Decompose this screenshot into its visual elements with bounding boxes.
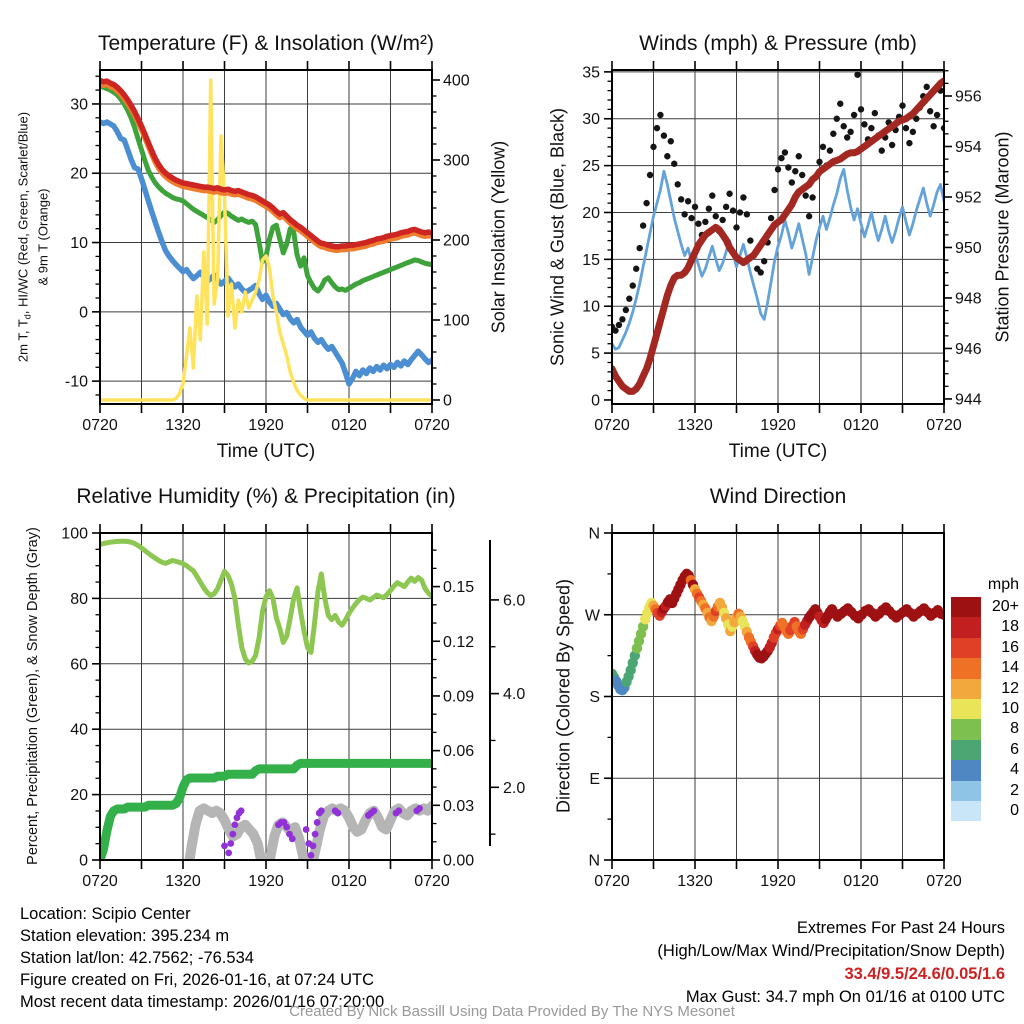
svg-text:0720: 0720 [926,873,962,890]
svg-text:100: 100 [443,312,470,330]
legend-swatch [951,638,981,658]
legend-label: 12 [1001,679,1019,697]
legend-label: 16 [1001,638,1019,656]
svg-text:0120: 0120 [843,873,879,890]
svg-text:952: 952 [955,189,982,207]
svg-text:0.06: 0.06 [443,743,475,761]
svg-text:0.09: 0.09 [443,688,475,706]
svg-text:0: 0 [79,852,88,870]
svg-text:1920: 1920 [760,417,796,434]
svg-text:1320: 1320 [165,873,201,890]
legend-title: mph [987,576,1019,593]
svg-text:1320: 1320 [677,417,713,434]
legend-swatch [951,781,981,801]
winds-chart-title: Winds (mph) & Pressure (mb) [639,32,917,55]
svg-text:25: 25 [582,158,600,176]
svg-text:N: N [588,525,600,543]
svg-text:300: 300 [443,152,470,170]
station-info-block [20,903,384,1013]
legend-swatch [951,699,981,719]
svg-text:20: 20 [582,204,600,222]
temperature-chart-title: Temperature (F) & Insolation (W/m²) [97,32,435,55]
svg-text:200: 200 [443,232,470,250]
svg-text:0: 0 [443,392,452,410]
extremes-subtitle: (High/Low/Max Wind/Precipitation/Snow Depth) [657,942,1005,960]
legend-label: 8 [1010,720,1019,738]
svg-text:20: 20 [70,165,88,183]
legend-entry [951,658,1021,678]
svg-text:0.00: 0.00 [443,852,475,870]
humidity-precip-chart [61,524,525,890]
legend-entry [951,781,1021,801]
svg-text:0.12: 0.12 [443,633,475,651]
svg-text:0: 0 [591,392,600,410]
temperature-left-axis-label-line1: 2m T, $T_d$, HI/WC (Red, Green, Scarlet/Blue) [15,111,33,363]
svg-text:60: 60 [70,656,88,674]
humidity-chart-title: Relative Humidity (%) & Precipitation (in) [76,485,456,508]
svg-text:20: 20 [70,787,88,805]
svg-text:0720: 0720 [82,417,118,434]
legend-swatch [951,679,981,699]
legend-entry [951,617,1021,637]
time-axis-caption-right: Time (UTC) [728,441,828,462]
svg-text:1320: 1320 [165,417,201,434]
legend-entry [951,638,1021,658]
svg-text:0720: 0720 [82,873,118,890]
svg-text:6.0: 6.0 [503,592,526,610]
legend-swatch [951,760,981,780]
svg-text:0120: 0120 [843,417,879,434]
svg-text:400: 400 [443,72,470,90]
time-axis-caption-left: Time (UTC) [216,441,316,462]
pressure-right-axis-label: Station Pressure (Maroon) [992,131,1013,343]
extremes-block [657,917,1005,1009]
insolation-right-axis-label: Solar Insolation (Yellow) [488,140,509,334]
station-elevation: Station elevation: 395.234 m [20,927,230,945]
svg-text:S: S [589,689,600,706]
svg-text:0720: 0720 [414,417,450,434]
svg-text:40: 40 [70,721,88,739]
temperature-left-axis-label [16,112,51,362]
svg-text:1920: 1920 [248,417,284,434]
svg-text:956: 956 [955,88,982,106]
svg-text:0: 0 [79,304,88,322]
legend-entry [951,801,1021,821]
svg-text:4.0: 4.0 [503,686,526,704]
svg-text:30: 30 [582,111,600,129]
legend-label: 4 [1010,761,1019,779]
station-latlon: Station lat/lon: 42.7562; -76.534 [20,949,254,967]
winds-pressure-chart [582,61,982,434]
svg-text:E: E [589,770,600,788]
svg-text:950: 950 [955,239,982,257]
svg-text:0720: 0720 [926,417,962,434]
credit-line: Created By Nick Bassill Using Data Provided By The NYS Mesonet [289,1003,735,1020]
legend-swatch [951,658,981,678]
max-gust: Max Gust: 34.7 mph On 01/16 at 0100 UTC [685,988,1005,1006]
svg-text:0120: 0120 [331,873,367,890]
svg-text:100: 100 [61,525,88,543]
legend-label: 10 [1001,699,1019,717]
svg-text:30: 30 [70,96,88,114]
legend-swatch [951,597,981,617]
svg-text:2.0: 2.0 [503,779,526,797]
svg-text:0.03: 0.03 [443,797,475,815]
wind-left-axis-label: Sonic Wind & Gust (Blue, Black) [547,107,568,367]
legend-swatch [951,801,981,821]
svg-text:0720: 0720 [414,873,450,890]
svg-text:0720: 0720 [594,417,630,434]
legend-entry [951,679,1021,699]
legend-label: 18 [1001,618,1019,636]
legend-entry [951,740,1021,760]
svg-text:946: 946 [955,340,982,358]
svg-text:35: 35 [582,64,600,82]
wind-speed-legend [951,576,1021,821]
legend-label: 20+ [991,598,1019,615]
svg-text:0120: 0120 [331,417,367,434]
svg-text:80: 80 [70,590,88,608]
legend-entry [951,760,1021,780]
legend-swatch [951,617,981,637]
figure-created: Figure created on Fri, 2026-01-16, at 07:24 UTC [20,971,375,989]
temperature-left-axis-label-line2: & 9m T (Orange) [35,188,51,286]
legend-label: 14 [1001,659,1019,677]
legend-entry [951,699,1021,719]
legend-label: 6 [1010,740,1019,758]
svg-text:954: 954 [955,138,982,156]
legend-swatch [951,740,981,760]
svg-text:944: 944 [955,391,982,409]
svg-text:1920: 1920 [760,873,796,890]
legend-swatch [951,719,981,739]
wind-direction-chart-title: Wind Direction [709,485,847,508]
station-location: Location: Scipio Center [20,905,191,923]
svg-text:N: N [588,852,600,870]
temperature-insolation-chart [65,61,470,434]
legend-entry [951,719,1021,739]
wind-direction-chart [585,524,962,890]
svg-text:10: 10 [582,298,600,316]
svg-text:1320: 1320 [677,873,713,890]
legend-label: 2 [1010,781,1019,799]
extremes-title: Extremes For Past 24 Hours [796,919,1005,937]
svg-text:1920: 1920 [248,873,284,890]
extremes-values: 33.4/9.5/24.6/0.05/1.6 [844,965,1005,983]
svg-text:0720: 0720 [594,873,630,890]
humidity-left-axis-label: Percent, Precipitation (Green), & Snow Depth (Gray) [25,527,41,865]
svg-text:5: 5 [591,345,600,363]
legend-label: 0 [1010,801,1019,819]
svg-text:10: 10 [70,235,88,253]
svg-text:15: 15 [582,251,600,269]
legend-entry [951,597,1021,617]
svg-text:948: 948 [955,290,982,308]
data-timestamp: Most recent data timestamp: 2026/01/16 07:20:00 [20,993,385,1011]
svg-text:-10: -10 [64,373,88,391]
svg-text:0.15: 0.15 [443,579,475,597]
direction-left-axis-label: Direction (Colored By Speed) [553,578,574,814]
svg-text:W: W [584,607,600,625]
